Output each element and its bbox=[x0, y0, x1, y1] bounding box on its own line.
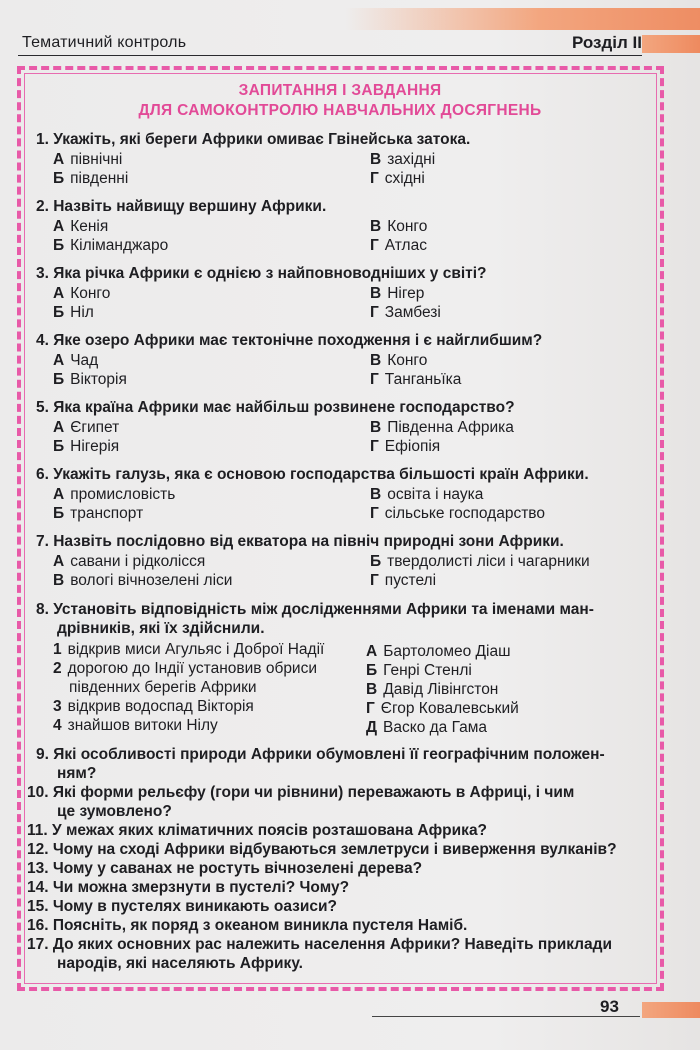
question-4: 4. Яке озеро Африки має тектонічне походження і є найглибшим? bbox=[36, 332, 543, 349]
option: Б Нігерія bbox=[53, 438, 120, 455]
option: Б Вікторія bbox=[53, 371, 127, 388]
question-13: 13. Чому у саванах не ростуть вічнозелені дерева? bbox=[27, 860, 423, 877]
question-5: 5. Яка країна Африки має найбільш розвинене господарство? bbox=[36, 399, 515, 416]
page-number: 93 bbox=[600, 997, 619, 1016]
option: А Єгипет bbox=[53, 419, 120, 436]
footer-tab-decoration bbox=[642, 1002, 700, 1018]
option: Г Танганьїка bbox=[370, 371, 462, 388]
option: В Конго bbox=[370, 352, 428, 369]
question-15: 15. Чому в пустелях виникають оазиси? bbox=[27, 898, 338, 915]
option: В Південна Африка bbox=[370, 419, 514, 436]
option: В західні bbox=[370, 151, 436, 168]
match-left-item-cont: південних берегів Африки bbox=[69, 679, 257, 696]
question-7: 7. Назвіть послідовно від екватора на північ природні зони Африки. bbox=[36, 533, 564, 550]
option: Г Замбезі bbox=[370, 304, 441, 321]
question-9-cont: ням? bbox=[57, 765, 97, 782]
match-left-item: 1 відкрив миси Агульяс і Доброї Надії bbox=[53, 641, 325, 658]
option: В Нігер bbox=[370, 285, 425, 302]
header-title: Тематичний контроль bbox=[22, 34, 187, 51]
match-left-item: 4 знайшов витоки Нілу bbox=[53, 717, 218, 734]
question-3: 3. Яка річка Африки є однією з найповноводніших у світі? bbox=[36, 265, 487, 282]
header-tab-decoration bbox=[642, 35, 700, 53]
top-decorative-bar bbox=[345, 8, 700, 30]
match-right-item: Б Генрі Стенлі bbox=[366, 662, 472, 679]
option: В Конго bbox=[370, 218, 428, 235]
question-1: 1. Укажіть, які береги Африки омиває Гвінейська затока. bbox=[36, 131, 471, 148]
match-right-item: Д Васко да Гама bbox=[366, 719, 488, 736]
box-title-line2: ДЛЯ САМОКОНТРОЛЮ НАВЧАЛЬНИХ ДОСЯГНЕНЬ bbox=[138, 102, 542, 119]
option: А савани і рідколісся bbox=[53, 553, 206, 570]
option: А промисловість bbox=[53, 486, 176, 503]
option: В освіта і наука bbox=[370, 486, 484, 503]
option: Б Ніл bbox=[53, 304, 94, 321]
question-2: 2. Назвіть найвищу вершину Африки. bbox=[36, 198, 327, 215]
question-6: 6. Укажіть галузь, яка є основою господарства більшості країн Африки. bbox=[36, 466, 589, 483]
question-10-cont: це зумовлено? bbox=[57, 803, 172, 820]
match-right-item: В Давід Лівінгстон bbox=[366, 681, 499, 698]
option: Г східні bbox=[370, 170, 425, 187]
question-16: 16. Поясніть, як поряд з океаном виникла пустеля Наміб. bbox=[27, 917, 468, 934]
question-8-line1: 8. Установіть відповідність між дослідженнями Африки та іменами ман- bbox=[36, 601, 594, 618]
option: А Конго bbox=[53, 285, 111, 302]
section-label: Розділ II bbox=[571, 33, 642, 52]
option: Г Атлас bbox=[370, 237, 427, 254]
header-divider bbox=[18, 55, 642, 56]
option: А північні bbox=[53, 151, 123, 168]
question-10: 10. Які форми рельєфу (гори чи рівнини) переважають в Африці, і чим bbox=[27, 784, 575, 801]
option: В вологі вічнозелені ліси bbox=[53, 572, 233, 589]
footer-divider bbox=[372, 1016, 640, 1017]
question-12: 12. Чому на сході Африки відбуваються землетруси і виверження вулканів? bbox=[27, 841, 617, 858]
option: А Кенія bbox=[53, 218, 109, 235]
question-9: 9. Які особливості природи Африки обумовлені її географічним положен- bbox=[36, 746, 605, 763]
question-14: 14. Чи можна змерзнути в пустелі? Чому? bbox=[27, 879, 350, 896]
match-left-item: 3 відкрив водоспад Вікторія bbox=[53, 698, 254, 715]
match-right-item: Г Єгор Ковалевський bbox=[366, 700, 519, 717]
question-17-cont: народів, які населяють Африку. bbox=[57, 955, 303, 972]
option: Б південні bbox=[53, 170, 129, 187]
option: Г пустелі bbox=[370, 572, 437, 589]
option: Г Ефіопія bbox=[370, 438, 441, 455]
match-right-item: А Бартоломео Діаш bbox=[366, 643, 511, 660]
option: Б Кіліманджаро bbox=[53, 237, 169, 254]
option: Г сільське господарство bbox=[370, 505, 545, 522]
option: А Чад bbox=[53, 352, 99, 369]
question-17: 17. До яких основних рас належить населення Африки? Наведіть приклади bbox=[27, 936, 613, 953]
question-8-line2: дрівників, які їх здійснили. bbox=[57, 620, 265, 637]
question-11: 11. У межах яких кліматичних поясів розташована Африка? bbox=[27, 822, 488, 839]
option: Б транспорт bbox=[53, 505, 144, 522]
option: Б твердолисті ліси і чагарники bbox=[370, 553, 590, 570]
match-left-item: 2 дорогою до Індії установив обриси bbox=[53, 660, 318, 677]
box-title-line1: ЗАПИТАННЯ І ЗАВДАННЯ bbox=[238, 82, 442, 99]
